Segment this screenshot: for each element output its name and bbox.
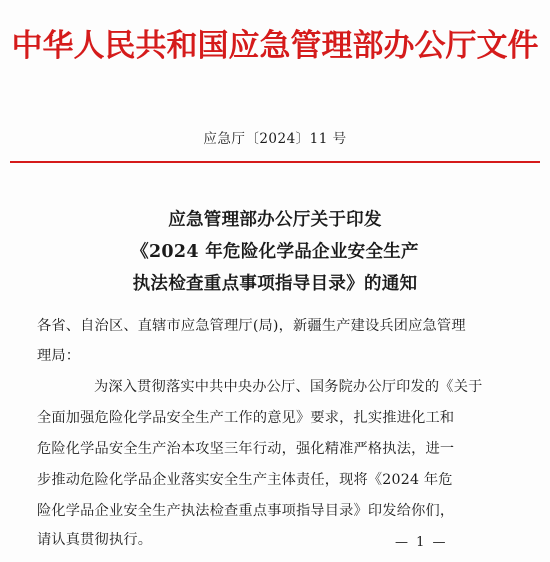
- document-title-line-2: 《2024 年危险化学品企业安全生产: [131, 242, 419, 262]
- paragraph-line: 危险化学品安全生产治本攻坚三年行动，强化精准严格执法，进一: [37, 441, 455, 457]
- document-number: 应急厅〔2024〕11 号: [203, 131, 347, 147]
- document-title-line-3: 执法检查重点事项指导目录》的通知: [132, 274, 418, 294]
- red-separator-rule: [10, 161, 540, 163]
- paragraph-line: 步推动危险化学品企业落实安全生产主体责任，现将《2024 年危: [37, 472, 453, 488]
- paragraph-line: 请认真贯彻执行。: [37, 532, 153, 548]
- addressee-line-2: 理局：: [37, 348, 81, 364]
- paragraph-line: 全面加强危险化学品安全生产工作的意见》要求，扎实推进化工和: [37, 410, 455, 426]
- paragraph-line: 险化学品企业安全生产执法检查重点事项指导目录》印发给你们，: [37, 503, 455, 519]
- document-title-line-1: 应急管理部办公厅关于印发: [168, 210, 382, 230]
- issuing-authority-masthead: 中华人民共和国应急管理部办公厅文件: [11, 28, 539, 64]
- addressee-line-1: 各省、自治区、直辖市应急管理厅(局)，新疆生产建设兵团应急管理: [37, 318, 466, 334]
- page-number: — 1 —: [395, 535, 448, 550]
- paragraph-line: 为深入贯彻落实中共中央办公厅、国务院办公厅印发的《关于: [94, 379, 483, 395]
